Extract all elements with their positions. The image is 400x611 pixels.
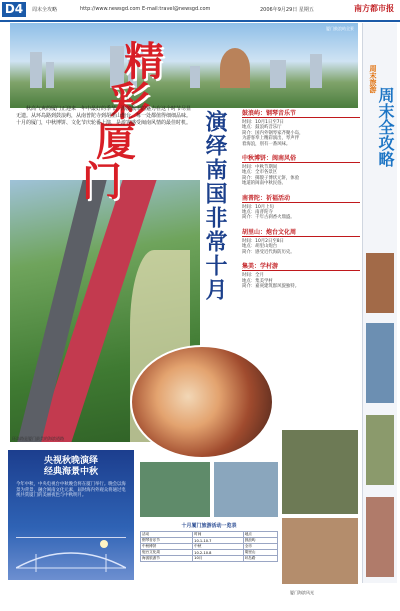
table-cell: 10月 <box>193 556 244 562</box>
beach-photo <box>282 518 358 584</box>
program-body: 今年中秋，中央电视台中秋晚会将在厦门举行。晚会以海景为背景，融合闽南文化元素，届时海内外观众将通过电视共赏厦门的美丽夜色与中秋明月。 <box>16 482 126 499</box>
table-cell: 鼓浪屿 <box>243 538 277 544</box>
event-item <box>242 227 360 255</box>
event-line: 时间：10月1日至7日 <box>242 120 284 125</box>
title-char-3: 厦 <box>96 118 136 165</box>
event-line: 简介：国内外钢琴家齐聚小岛， <box>242 130 304 136</box>
event-line: 时间：10月2日至8日 <box>242 238 284 244</box>
event-line: 地点：南普陀寺 <box>242 210 273 216</box>
title-char-1: 精 <box>124 38 164 85</box>
event-title: 集美：学村游 <box>242 261 360 271</box>
event-line: 地点：胡里山炮台 <box>242 244 278 250</box>
table-cell: 全市 <box>243 544 277 550</box>
event-item <box>242 193 360 221</box>
title-char-4: 门 <box>82 158 122 205</box>
program-headline-line-2: 经典海景中秋 <box>43 467 98 477</box>
header-email[interactable]: E-mail:travel@newsgd.com <box>142 6 211 12</box>
table-cell: 10.1-10.7 <box>193 538 244 544</box>
event-line: 时间：中秋节期间 <box>242 165 278 171</box>
event-line: 简介：千年古刹香火鼎盛。 <box>242 215 295 221</box>
table-cell: 环岛路 <box>243 556 277 562</box>
schedule-table-box <box>140 520 278 586</box>
hero-caption: 厦门鼓浪屿全景 <box>326 26 354 31</box>
strip-photo <box>366 497 394 577</box>
table-cell: 活动 <box>141 532 193 538</box>
table-cell: 钢琴音乐节 <box>141 538 193 544</box>
event-line: 时间：10月上旬 <box>242 204 274 210</box>
intro-paragraph: 秋高气爽的厦门正迎来一年中最好的季节，海滨城市的魅力在这个时节尽显无遗。从环岛路到鼓浪屿，从南普陀寺到胡里山炮台，每一处都值得细细品味。十月的厦门，中秋博饼、文化节庆轮番上演，是游客感受闽南风情的最佳时机。 <box>16 106 192 126</box>
event-line: 为游客奉上精彩演出，琴声伴 <box>242 136 300 142</box>
table-row <box>141 556 278 562</box>
program-box <box>8 450 134 580</box>
strip-photo <box>366 323 394 403</box>
event-line: 时间：全月 <box>242 273 264 279</box>
event-title: 鼓浪屿：钢琴音乐节 <box>242 108 360 118</box>
event-title: 南普陀：祈福活动 <box>242 193 360 203</box>
road-caption: 环岛路是厦门最美的海滨道路 <box>12 436 64 441</box>
table-cell: 10.2-10.8 <box>193 550 244 556</box>
table-title: 十月厦门旅游活动一览表 <box>181 523 237 529</box>
event-item <box>242 261 360 289</box>
festival-photo <box>130 345 274 459</box>
event-line: 着海浪，别有一番风味。 <box>242 141 291 147</box>
schedule-table <box>140 531 278 562</box>
strip-photo <box>366 253 394 313</box>
event-line: 地道的闽南中秋民俗。 <box>242 181 286 187</box>
event-line: 地点：鼓浪屿音乐厅 <box>242 125 282 131</box>
vertical-headline: 演绎南国非常十月 <box>202 110 228 302</box>
newspaper-brand: 南方都市报 <box>354 3 394 13</box>
section-strip <box>362 23 397 583</box>
table-cell: 海滨旅游节 <box>141 556 193 562</box>
bridge-icon <box>16 538 126 572</box>
event-title: 胡里山：炮台文化周 <box>242 227 360 237</box>
event-line: 地点：全市各景区 <box>242 170 278 176</box>
program-headline-line-1: 央视秋晚演绎 <box>43 456 98 466</box>
table-cell: 时间 <box>193 532 244 538</box>
table-cell: 地点 <box>243 532 277 538</box>
island-photo <box>140 462 210 517</box>
strip-tag: 周末旅游 <box>369 65 377 93</box>
event-item <box>242 108 360 147</box>
event-line: 简介：嘉庚建筑群风貌独特。 <box>242 283 300 289</box>
event-line: 简介：掷骰子博状元饼，体验 <box>242 175 300 181</box>
event-line: 地点：集美学村 <box>242 278 273 284</box>
title-char-2: 彩 <box>110 78 150 125</box>
event-line: 简介：感受近代海防历史。 <box>242 249 295 255</box>
bottom-caption: 厦门海滨风光 <box>290 590 314 595</box>
header-section: 周末全攻略 <box>32 7 58 13</box>
strip-title: 周末全攻略 <box>376 87 395 167</box>
temple-photo <box>282 430 358 514</box>
header-url[interactable]: http://www.newsgd.com <box>80 6 141 12</box>
event-title: 中秋博饼：闽南风俗 <box>242 153 360 163</box>
table-cell: 胡里山 <box>243 550 277 556</box>
header-date: 2006年9月29日 星期五 <box>260 7 314 13</box>
page-header <box>0 0 400 22</box>
table-cell: 炮台文化周 <box>141 550 193 556</box>
program-headline <box>16 456 126 478</box>
page-number: D4 <box>2 2 26 17</box>
main-title <box>60 30 180 260</box>
table-cell: 中秋博饼 <box>141 544 193 550</box>
events-list <box>242 108 360 295</box>
coast-photo <box>214 462 278 517</box>
event-item <box>242 153 360 187</box>
bridge-illustration <box>16 537 126 572</box>
strip-photo <box>366 415 394 485</box>
table-cell: 中秋 <box>193 544 244 550</box>
